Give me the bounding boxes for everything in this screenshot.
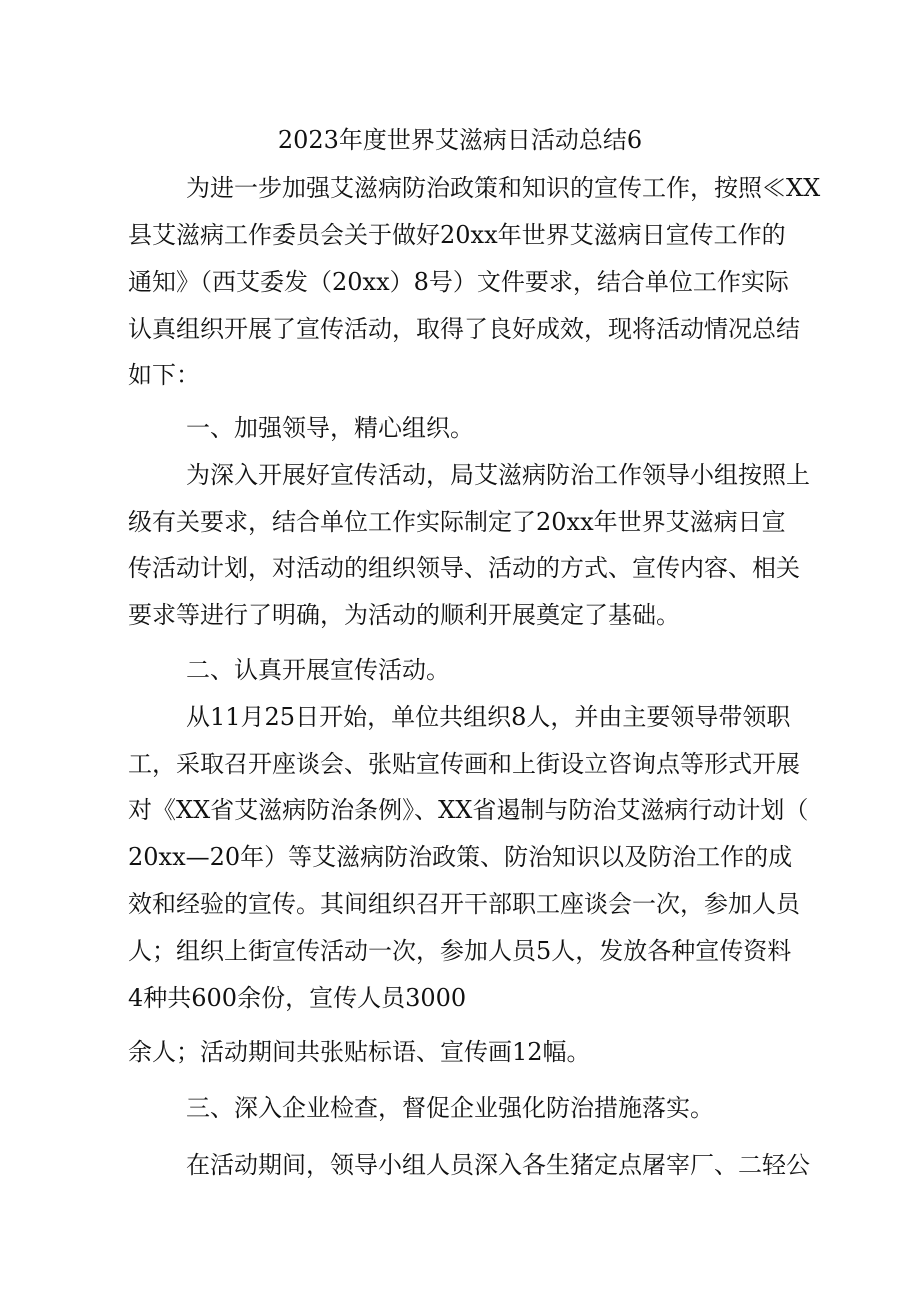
paragraph-line: 为进一步加强艾滋病防治政策和知识的宣传工作，按照≪XX — [186, 174, 821, 202]
paragraph-line: 工，采取召开座谈会、张贴宣传画和上街设立咨询点等形式开展 — [128, 750, 800, 778]
document-title: 2023年度世界艾滋病日活动总结6 — [277, 126, 643, 154]
paragraph-line: 要求等进行了明确，为活动的顺利开展奠定了基础。 — [128, 601, 680, 629]
paragraph-line: 传活动计划，对活动的组织领导、活动的方式、宣传内容、相关 — [128, 554, 800, 582]
paragraph-line: 如下： — [128, 361, 200, 389]
section-heading: 一、加强领导，精心组织。 — [186, 414, 474, 442]
paragraph-line: 为深入开展好宣传活动，局艾滋病防治工作领导小组按照上 — [186, 461, 810, 489]
paragraph-line: 从11月25日开始，单位共组织8人，并由主要领导带领职 — [186, 703, 791, 731]
paragraph-line: 人；组织上街宣传活动一次，参加人员5人，发放各种宣传资料 — [128, 937, 792, 965]
section-heading: 二、认真开展宣传活动。 — [186, 656, 450, 684]
paragraph-line: 4种共600余份，宣传人员3000 — [128, 984, 467, 1012]
section-heading: 三、深入企业检查，督促企业强化防治措施落实。 — [186, 1094, 714, 1122]
paragraph-line: 通知》（西艾委发（20xx）8号）文件要求，结合单位工作实际 — [128, 268, 789, 296]
paragraph-line: 对《XX省艾滋病防治条例》、XX省遏制与防治艾滋病行动计划（ — [128, 796, 809, 824]
paragraph-line: 县艾滋病工作委员会关于做好20xx年世界艾滋病日宣传工作的 — [128, 221, 786, 249]
paragraph-line: 效和经验的宣传。其间组织召开干部职工座谈会一次，参加人员 — [128, 890, 800, 918]
paragraph-line: 在活动期间，领导小组人员深入各生猪定点屠宰厂、二轻公 — [186, 1151, 810, 1179]
paragraph-line: 20xx—20年）等艾滋病防治政策、防治知识以及防治工作的成 — [128, 843, 793, 871]
paragraph-line: 级有关要求，结合单位工作实际制定了20xx年世界艾滋病日宣 — [128, 508, 786, 536]
paragraph-line: 余人；活动期间共张贴标语、宣传画12幅。 — [128, 1038, 591, 1066]
paragraph-line: 认真组织开展了宣传活动，取得了良好成效，现将活动情况总结 — [128, 315, 800, 343]
